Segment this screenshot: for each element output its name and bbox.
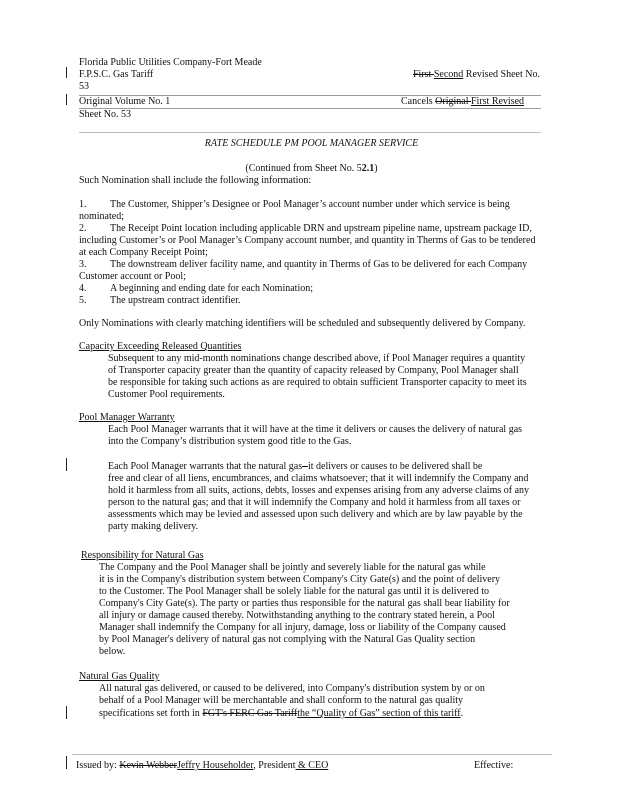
item-number: 4. xyxy=(79,283,87,294)
responsibility-line: Manager shall indemnify the Company for all injury, damage, loss or liability of the Company caused xyxy=(99,622,506,633)
responsibility-line: below. xyxy=(99,646,126,657)
warranty-p2-line: person to the natural gas; and that it will indemnify the Company and hold it harmless from all taxes or xyxy=(108,497,521,508)
item-text: The Receipt Point location including applicable DRN and upstream pipeline name, upstream package ID, xyxy=(110,223,532,234)
quality-heading: Natural Gas Quality xyxy=(79,671,160,682)
item-number: 3. xyxy=(79,259,87,270)
quality-last-line xyxy=(99,708,463,720)
header-tariff: F.P.S.C. Gas Tariff xyxy=(79,69,154,80)
footer-effective: Effective: xyxy=(474,760,514,771)
capacity-line: Subsequent to any mid-month nominations change described above, if Pool Manager requires a quantity xyxy=(108,353,526,364)
warranty-p2-first xyxy=(108,461,482,473)
responsibility-line: The Company and the Pool Manager shall be jointly and severely liable for the natural gas while xyxy=(99,562,486,573)
quality-last-inserted: the “Quality of Gas” section of this tariff xyxy=(297,708,461,719)
only-nominations: Only Nominations with clearly matching identifiers will be scheduled and subsequently delivered by Company. xyxy=(79,318,526,329)
footer-issued xyxy=(76,760,328,772)
quality-line: All natural gas delivered, or caused to be delivered, into Company's distribution system by or on xyxy=(99,683,485,694)
change-bar-header-1 xyxy=(66,67,67,78)
item-number: 1. xyxy=(79,199,87,210)
change-bar-footer xyxy=(66,756,67,769)
warranty-p1-line: Each Pool Manager warrants that it will have at the time it delivers or causes the delivery of natural gas xyxy=(108,424,523,435)
item-text: The upstream contract identifier. xyxy=(110,295,241,306)
capacity-heading: Capacity Exceeding Released Quantities xyxy=(79,341,242,352)
change-bar-quality xyxy=(66,706,67,719)
schedule-title: RATE SCHEDULE PM POOL MANAGER SERVICE xyxy=(204,138,419,149)
warranty-p1-line: into the Company’s distribution system good title to the Gas. xyxy=(108,436,352,447)
continued-bold: 2.1 xyxy=(361,163,375,174)
capacity-line: be responsible for taking such actions as are required to obtain sufficient Transporter capacity to meet its xyxy=(108,377,527,388)
quality-line: behalf of a Pool Manager will be merchantable and shall conform to the natural gas quality xyxy=(99,695,464,706)
continued-note xyxy=(0,163,623,175)
header-revised xyxy=(413,69,540,81)
warranty-p2-mark: - xyxy=(302,461,308,472)
footer-rule xyxy=(72,754,552,755)
header-company: Florida Public Utilities Company-Fort Meade xyxy=(79,57,262,68)
item-number: 5. xyxy=(79,295,87,306)
revised-deleted: First xyxy=(413,69,434,80)
item-number: 2. xyxy=(79,223,87,234)
responsibility-line: by Pool Manager's delivery of natural gas not complying with the Natural Gas Quality section xyxy=(99,634,476,645)
capacity-line: Customer Pool requirements. xyxy=(108,389,225,400)
continued-post: ) xyxy=(374,163,378,174)
warranty-p2-post: it delivers or causes to be delivered shall be xyxy=(307,461,483,472)
responsibility-line: Company's City Gate(s). The party or parties thus responsible for the natural gas shall bear liability for xyxy=(99,598,510,609)
list-item-cont: Customer account or Pool; xyxy=(79,271,186,282)
list-item xyxy=(79,223,532,235)
change-bar-header-2 xyxy=(66,94,67,105)
continued-pre: (Continued from Sheet No. 5 xyxy=(245,163,362,174)
cancels-inserted: First Revised xyxy=(470,96,525,107)
issued-prefix: Issued by: xyxy=(76,760,120,771)
responsibility-line: to the Customer. The Pool Manager shall be solely liable for the natural gas until it is delivered to xyxy=(99,586,490,597)
capacity-line: of Transporter capacity greater than the quantity of capacity released by Company, Pool Manager shall xyxy=(108,365,519,376)
item-text: A beginning and ending date for each Nomination; xyxy=(110,283,314,294)
header-rule-2 xyxy=(79,108,541,109)
warranty-p2-line: hold it harmless from all suits, actions, debts, losses and expenses arising from any adverse claims of any xyxy=(108,485,530,496)
list-item-cont: at each Company Receipt Point; xyxy=(79,247,208,258)
header-sheet-no-b: Sheet No. 53 xyxy=(79,109,131,120)
item-text: The Customer, Shipper’s Designee or Pool Manager’s account number under which service is being xyxy=(110,199,510,210)
revised-rest: Revised Sheet No. xyxy=(463,69,540,80)
header-volume: Original Volume No. 1 xyxy=(79,96,171,107)
cancels-deleted: Original xyxy=(435,96,471,107)
responsibility-line: it is in the Company's distribution system between Company's City Gate(s) and the point of delivery xyxy=(99,574,501,585)
warranty-p2-line: party making delivery. xyxy=(108,521,199,532)
header-sheet-no-a: 53 xyxy=(79,81,89,92)
issued-inserted: Jeffry Householder xyxy=(176,760,254,771)
quality-last-deleted: FGT's FERC Gas Tariff xyxy=(202,708,298,719)
issued-inserted-2: & CEO xyxy=(295,760,329,771)
revised-inserted: Second xyxy=(433,69,464,80)
list-item xyxy=(79,199,510,211)
cancels-prefix: Cancels xyxy=(401,96,436,107)
quality-last-post: . xyxy=(460,708,464,719)
list-item-cont: including Customer’s or Pool Manager’s Company account number, and quantity in Therms of Gas to be tendered xyxy=(79,235,536,246)
responsibility-heading: Responsibility for Natural Gas xyxy=(81,550,204,561)
responsibility-line: all injury or damage caused thereby. Notwithstanding anything to the contrary stated herein, a Pool xyxy=(99,610,495,621)
header-rule-3 xyxy=(79,132,541,133)
intro-line: Such Nomination shall include the following information: xyxy=(79,175,312,186)
warranty-heading: Pool Manager Warranty xyxy=(79,412,175,423)
issued-mid: , President xyxy=(253,760,296,771)
list-item xyxy=(79,259,527,271)
change-bar-warranty xyxy=(66,458,67,471)
issued-deleted: Kevin Webber xyxy=(119,760,177,771)
list-item xyxy=(79,295,241,307)
warranty-p2-line: free and clear of all liens, encumbrances, and claims whatsoever; that it will indemnify the Company and xyxy=(108,473,529,484)
header-cancels xyxy=(401,96,524,108)
item-text: The downstream deliver facility name, and quantity in Therms of Gas to be delivered for each Company xyxy=(110,259,528,270)
warranty-p2-line: assessments which may be levied and assessed upon such delivery and which are by law payable by the xyxy=(108,509,523,520)
list-item-cont: nominated; xyxy=(79,211,124,222)
list-item xyxy=(79,283,313,295)
quality-last-pre: specifications set forth in xyxy=(99,708,203,719)
warranty-p2-pre: Each Pool Manager warrants that the natural gas xyxy=(108,461,303,472)
